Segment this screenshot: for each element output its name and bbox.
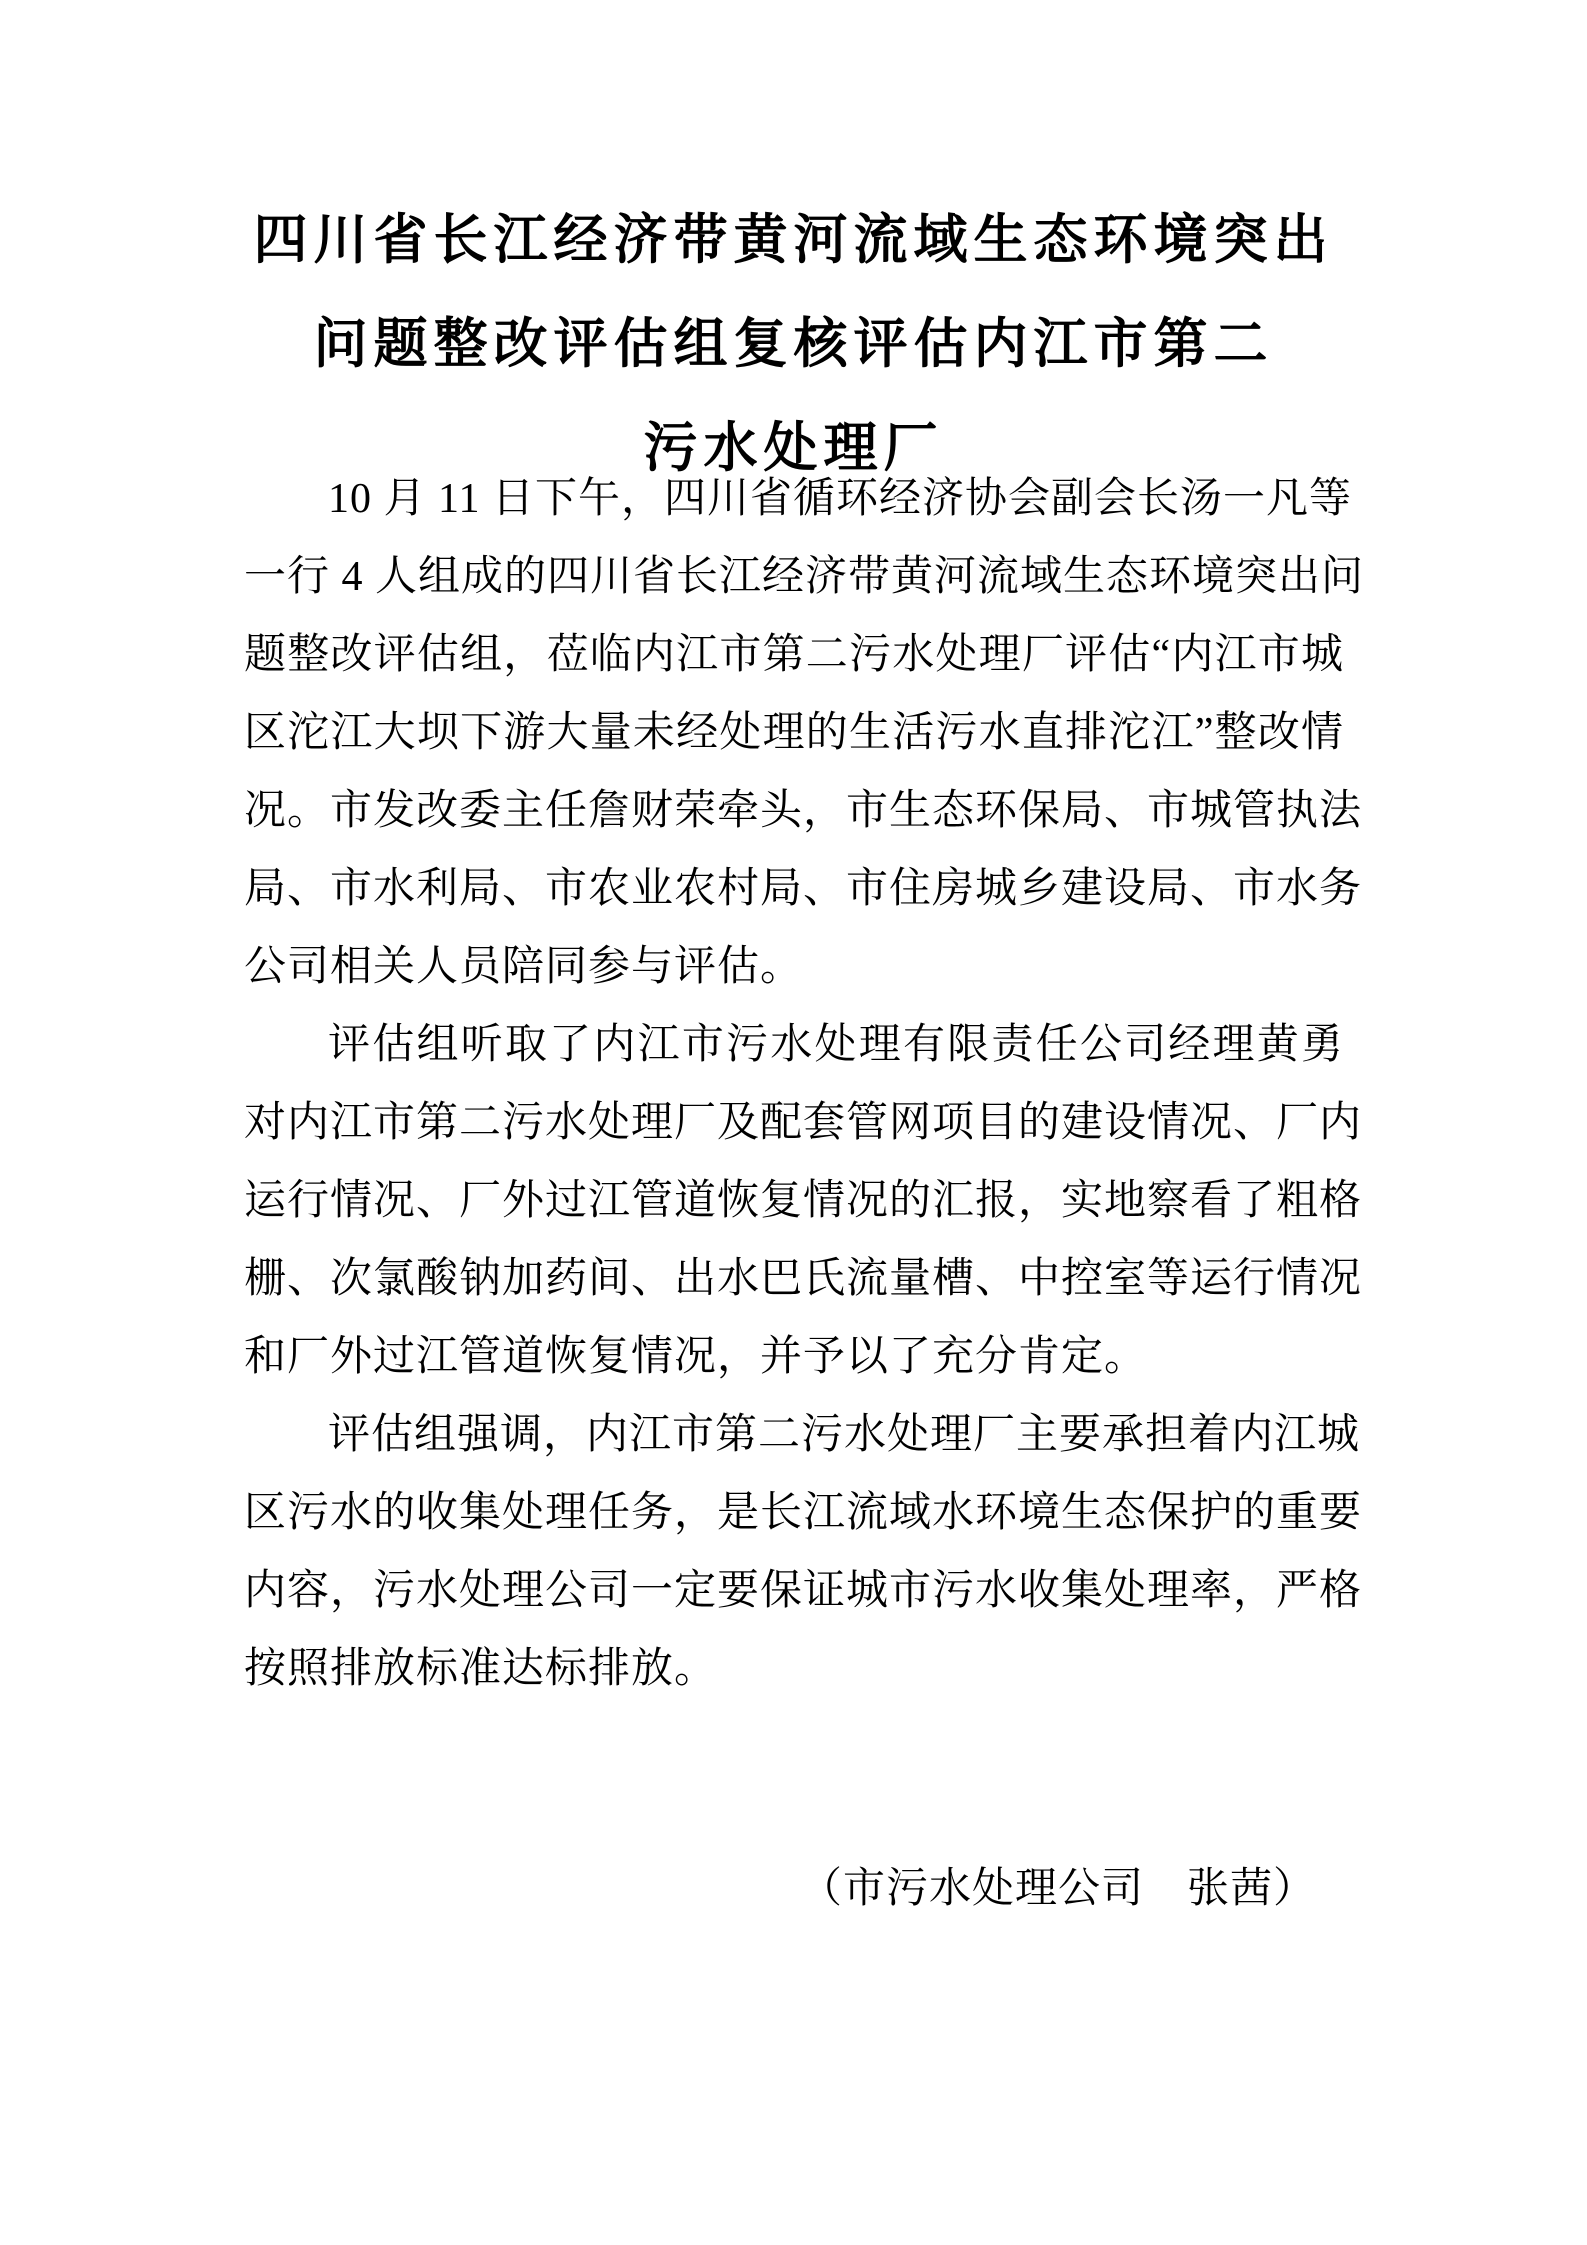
title-line-1: 四川省长江经济带黄河流域生态环境突出 <box>253 210 1334 270</box>
body-line: 运行情况、厂外过江管道恢复情况的汇报，实地察看了粗格 <box>244 1178 1363 1224</box>
body-line: 况。市发改委主任詹财荣牵头，市生态环保局、市城管执法 <box>244 788 1363 834</box>
body-line: 10 月 11 日下午，四川省循环经济协会副会长汤一凡等 <box>328 476 1352 522</box>
signature-line: （市污水处理公司 张茜） <box>799 1866 1316 1912</box>
title-line-2: 问题整改评估组复核评估内江市第二 <box>313 314 1274 374</box>
body-line: 公司相关人员陪同参与评估。 <box>244 944 804 990</box>
body-line: 内容，污水处理公司一定要保证城市污水收集处理率，严格 <box>244 1568 1363 1614</box>
body-line: 按照排放标准达标排放。 <box>244 1646 718 1692</box>
body-line: 局、市水利局、市农业农村局、市住房城乡建设局、市水务 <box>244 866 1363 912</box>
body-line: 一行 4 人组成的四川省长江经济带黄河流域生态环境突出问 <box>244 554 1365 600</box>
body-line: 评估组听取了内江市污水处理有限责任公司经理黄勇 <box>328 1022 1344 1068</box>
body-line: 和厂外过江管道恢复情况，并予以了充分肯定。 <box>244 1334 1148 1380</box>
body-line: 区污水的收集处理任务，是长江流域水环境生态保护的重要 <box>244 1490 1363 1536</box>
body-line: 区沱江大坝下游大量未经处理的生活污水直排沱江”整改情 <box>244 710 1344 756</box>
document-title <box>0 0 1587 500</box>
body-line: 对内江市第二污水处理厂及配套管网项目的建设情况、厂内 <box>244 1100 1363 1146</box>
body-line: 栅、次氯酸钠加药间、出水巴氏流量槽、中控室等运行情况 <box>244 1256 1363 1302</box>
title-line-3: 污水处理厂 <box>643 418 944 478</box>
document-body <box>244 460 1365 1708</box>
body-line: 题整改评估组，莅临内江市第二污水处理厂评估“内江市城 <box>244 632 1344 678</box>
body-line: 评估组强调，内江市第二污水处理厂主要承担着内江城 <box>328 1412 1361 1458</box>
